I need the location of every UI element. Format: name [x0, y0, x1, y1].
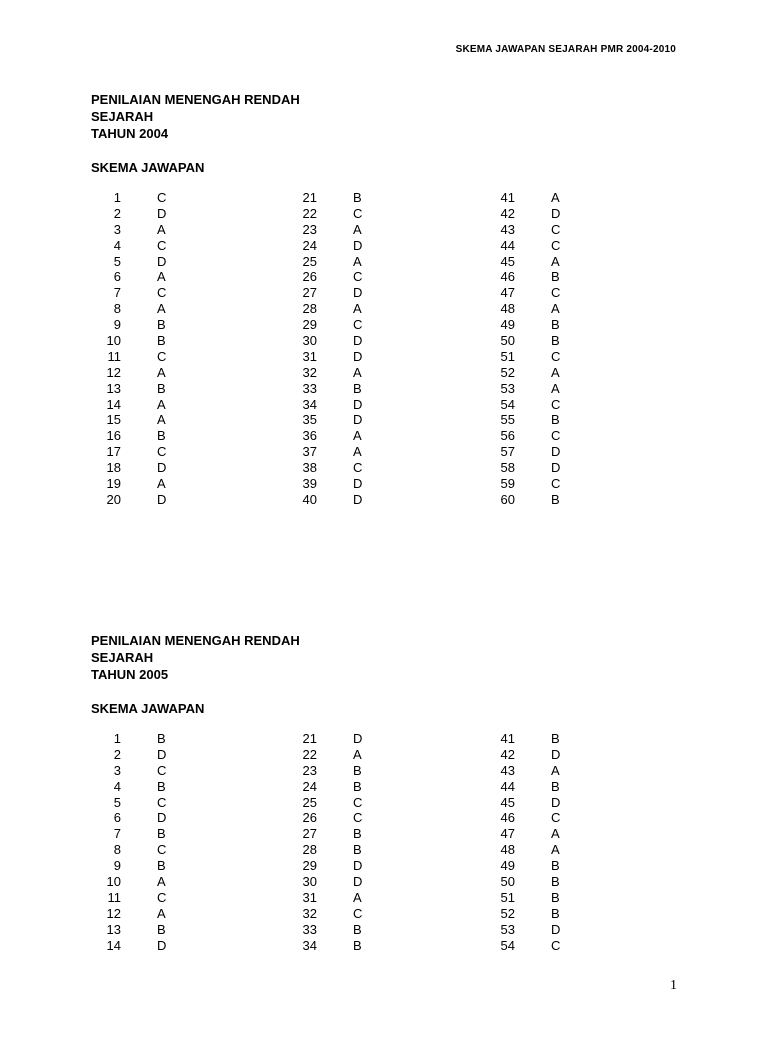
- answer-scheme-2004: [91, 91, 691, 510]
- question-number: 29: [302, 317, 317, 333]
- question-number: 54: [500, 396, 515, 412]
- answer-letter: B: [551, 778, 560, 794]
- question-number: 25: [302, 253, 317, 269]
- question-number: 41: [500, 731, 515, 746]
- scheme-title: SKEMA JAWAPAN: [91, 701, 205, 716]
- question-number: 45: [500, 253, 515, 269]
- answer-letter: C: [551, 221, 561, 237]
- answer-scheme-2005: [91, 632, 691, 1051]
- question-number: 47: [500, 826, 515, 842]
- answer-letter: A: [551, 762, 560, 778]
- answer-letter: D: [157, 491, 167, 507]
- answer-letter: C: [551, 285, 561, 301]
- question-number: 1: [113, 731, 121, 746]
- question-number: 28: [302, 842, 317, 858]
- answer-letter: B: [157, 921, 166, 937]
- answer-letter: B: [157, 778, 166, 794]
- question-number: 27: [302, 285, 317, 301]
- answer-letter: B: [551, 889, 560, 905]
- question-number: 21: [302, 731, 317, 746]
- question-number: 58: [500, 460, 515, 476]
- answer-letter: A: [353, 746, 362, 762]
- question-number: 43: [500, 762, 515, 778]
- question-number: 23: [302, 762, 317, 778]
- answer-letter: B: [353, 826, 362, 842]
- question-number: 45: [500, 794, 515, 810]
- question-number: 39: [302, 476, 317, 492]
- answer-letter: A: [157, 396, 166, 412]
- question-number: 5: [113, 794, 121, 810]
- question-number: 51: [500, 889, 515, 905]
- answer-letter: D: [551, 921, 561, 937]
- question-number: 44: [500, 778, 515, 794]
- answer-letter: C: [353, 205, 363, 221]
- answer-letter: D: [353, 237, 363, 253]
- answer-letter: B: [551, 491, 560, 507]
- answer-letter: D: [353, 731, 363, 746]
- answer-letter: C: [157, 889, 167, 905]
- answer-letter: B: [551, 317, 560, 333]
- question-number: 10: [106, 874, 121, 890]
- question-number: 60: [500, 491, 515, 507]
- question-number: 49: [500, 858, 515, 874]
- question-number: 48: [500, 842, 515, 858]
- question-number: 22: [302, 205, 317, 221]
- question-number: 13: [106, 380, 121, 396]
- answer-letter: B: [353, 762, 362, 778]
- answer-letter: A: [157, 874, 166, 890]
- question-number: 7: [113, 826, 121, 842]
- answer-letter: A: [157, 905, 166, 921]
- question-number: 35: [302, 412, 317, 428]
- answer-letter: C: [551, 810, 561, 826]
- answer-letter: C: [157, 762, 167, 778]
- question-number: 3: [113, 221, 121, 237]
- answer-letter: B: [157, 428, 166, 444]
- running-header: SKEMA JAWAPAN SEJARAH PMR 2004-2010: [455, 44, 676, 55]
- answer-letter: D: [353, 348, 363, 364]
- question-number: 4: [113, 237, 121, 253]
- question-number: 14: [106, 396, 121, 412]
- question-number: 24: [302, 237, 317, 253]
- answer-letter: A: [157, 221, 166, 237]
- question-number: 49: [500, 317, 515, 333]
- question-number: 36: [302, 428, 317, 444]
- question-number: 10: [106, 333, 121, 349]
- question-number: 3: [113, 762, 121, 778]
- question-number: 13: [106, 921, 121, 937]
- question-number: 43: [500, 221, 515, 237]
- answer-letter: D: [353, 396, 363, 412]
- question-number: 25: [302, 794, 317, 810]
- answer-letter: A: [157, 364, 166, 380]
- scheme-title: SKEMA JAWAPAN: [91, 160, 205, 175]
- question-number: 38: [302, 460, 317, 476]
- answer-letter: A: [157, 301, 166, 317]
- question-number: 4: [113, 778, 121, 794]
- question-number: 46: [500, 269, 515, 285]
- answer-letter: B: [157, 826, 166, 842]
- question-number: 52: [500, 905, 515, 921]
- question-number: 2: [113, 746, 121, 762]
- answer-letter: A: [551, 826, 560, 842]
- answer-letter: D: [157, 937, 167, 953]
- answer-letter: A: [551, 190, 560, 205]
- answer-grid: [91, 731, 691, 1051]
- question-number: 30: [302, 874, 317, 890]
- answer-letter: C: [353, 794, 363, 810]
- answer-letter: B: [551, 731, 560, 746]
- question-number: 32: [302, 905, 317, 921]
- question-number: 27: [302, 826, 317, 842]
- question-number: 34: [302, 937, 317, 953]
- question-number: 29: [302, 858, 317, 874]
- answer-letter: D: [551, 205, 561, 221]
- answer-letter: D: [157, 810, 167, 826]
- answer-letter: B: [157, 317, 166, 333]
- answer-letter: B: [353, 778, 362, 794]
- answer-letter: A: [551, 253, 560, 269]
- answer-letter: D: [353, 491, 363, 507]
- answer-letter: C: [551, 348, 561, 364]
- question-number: 17: [106, 444, 121, 460]
- question-number: 26: [302, 269, 317, 285]
- answer-letter: C: [157, 794, 167, 810]
- question-number: 1: [113, 190, 121, 205]
- answer-letter: D: [157, 205, 167, 221]
- answer-letter: B: [551, 858, 560, 874]
- answer-letter: A: [353, 253, 362, 269]
- exam-year: TAHUN 2004: [91, 126, 169, 141]
- question-number: 50: [500, 333, 515, 349]
- question-number: 15: [106, 412, 121, 428]
- question-number: 20: [106, 491, 121, 507]
- answer-letter: C: [157, 348, 167, 364]
- answer-letter: B: [157, 380, 166, 396]
- answer-letter: A: [157, 269, 166, 285]
- subject-name: SEJARAH: [91, 650, 154, 665]
- answer-letter: D: [157, 460, 167, 476]
- question-number: 2: [113, 205, 121, 221]
- answer-letter: C: [551, 937, 561, 953]
- question-number: 48: [500, 301, 515, 317]
- question-number: 42: [500, 205, 515, 221]
- question-number: 37: [302, 444, 317, 460]
- question-number: 40: [302, 491, 317, 507]
- question-number: 8: [113, 842, 121, 858]
- question-number: 7: [113, 285, 121, 301]
- answer-letter: D: [353, 874, 363, 890]
- answer-letter: A: [353, 221, 362, 237]
- exam-year: TAHUN 2005: [91, 667, 169, 682]
- answer-letter: B: [353, 190, 362, 205]
- subject-name: SEJARAH: [91, 109, 154, 124]
- question-number: 32: [302, 364, 317, 380]
- answer-letter: C: [551, 396, 561, 412]
- answer-letter: A: [551, 842, 560, 858]
- answer-letter: A: [353, 428, 362, 444]
- answer-letter: A: [551, 301, 560, 317]
- answer-letter: C: [353, 269, 363, 285]
- exam-name: PENILAIAN MENENGAH RENDAH: [91, 633, 300, 648]
- answer-letter: D: [353, 285, 363, 301]
- answer-letter: C: [353, 460, 363, 476]
- answer-letter: D: [551, 460, 561, 476]
- question-number: 51: [500, 348, 515, 364]
- answer-letter: C: [157, 237, 167, 253]
- question-number: 33: [302, 380, 317, 396]
- question-number: 41: [500, 190, 515, 205]
- answer-letter: A: [157, 476, 166, 492]
- answer-letter: B: [551, 333, 560, 349]
- question-number: 28: [302, 301, 317, 317]
- answer-letter: A: [551, 380, 560, 396]
- answer-letter: A: [551, 364, 560, 380]
- answer-letter: D: [353, 858, 363, 874]
- answer-letter: C: [353, 810, 363, 826]
- answer-letter: A: [157, 412, 166, 428]
- exam-name: PENILAIAN MENENGAH RENDAH: [91, 92, 300, 107]
- question-number: 18: [106, 460, 121, 476]
- answer-letter: D: [551, 794, 561, 810]
- question-number: 21: [302, 190, 317, 205]
- answer-letter: B: [157, 858, 166, 874]
- question-number: 24: [302, 778, 317, 794]
- answer-letter: A: [353, 444, 362, 460]
- answer-letter: C: [157, 190, 167, 205]
- question-number: 23: [302, 221, 317, 237]
- question-number: 42: [500, 746, 515, 762]
- answer-letter: C: [353, 905, 363, 921]
- question-number: 5: [113, 253, 121, 269]
- answer-letter: D: [353, 476, 363, 492]
- question-number: 47: [500, 285, 515, 301]
- answer-letter: D: [157, 253, 167, 269]
- answer-letter: B: [353, 842, 362, 858]
- question-number: 12: [106, 364, 121, 380]
- answer-letter: B: [353, 380, 362, 396]
- question-number: 53: [500, 921, 515, 937]
- answer-letter: D: [551, 444, 561, 460]
- question-number: 55: [500, 412, 515, 428]
- answer-letter: B: [157, 333, 166, 349]
- question-number: 44: [500, 237, 515, 253]
- page-number: 1: [670, 978, 677, 993]
- question-number: 54: [500, 937, 515, 953]
- question-number: 57: [500, 444, 515, 460]
- question-number: 50: [500, 874, 515, 890]
- question-number: 8: [113, 301, 121, 317]
- question-number: 11: [107, 889, 121, 905]
- question-number: 34: [302, 396, 317, 412]
- answer-letter: A: [353, 301, 362, 317]
- question-number: 26: [302, 810, 317, 826]
- answer-letter: C: [551, 237, 561, 253]
- answer-letter: A: [353, 364, 362, 380]
- question-number: 9: [113, 317, 121, 333]
- answer-letter: B: [551, 269, 560, 285]
- question-number: 53: [500, 380, 515, 396]
- answer-letter: B: [551, 874, 560, 890]
- answer-letter: C: [157, 444, 167, 460]
- question-number: 14: [106, 937, 121, 953]
- answer-letter: B: [353, 937, 362, 953]
- question-number: 12: [106, 905, 121, 921]
- question-number: 31: [302, 889, 317, 905]
- question-number: 33: [302, 921, 317, 937]
- answer-letter: B: [353, 921, 362, 937]
- answer-grid: [91, 190, 691, 510]
- question-number: 11: [107, 348, 121, 364]
- question-number: 16: [106, 428, 121, 444]
- question-number: 31: [302, 348, 317, 364]
- answer-letter: D: [353, 333, 363, 349]
- question-number: 59: [500, 476, 515, 492]
- answer-letter: B: [157, 731, 166, 746]
- answer-letter: C: [157, 842, 167, 858]
- answer-letter: D: [551, 746, 561, 762]
- question-number: 9: [113, 858, 121, 874]
- question-number: 30: [302, 333, 317, 349]
- question-number: 56: [500, 428, 515, 444]
- answer-letter: A: [353, 889, 362, 905]
- answer-letter: D: [353, 412, 363, 428]
- answer-letter: C: [551, 476, 561, 492]
- answer-letter: C: [551, 428, 561, 444]
- answer-letter: B: [551, 905, 560, 921]
- answer-letter: C: [353, 317, 363, 333]
- answer-letter: B: [551, 412, 560, 428]
- question-number: 22: [302, 746, 317, 762]
- answer-letter: D: [157, 746, 167, 762]
- answer-letter: C: [157, 285, 167, 301]
- question-number: 52: [500, 364, 515, 380]
- question-number: 46: [500, 810, 515, 826]
- question-number: 19: [106, 476, 121, 492]
- question-number: 6: [113, 269, 121, 285]
- question-number: 6: [113, 810, 121, 826]
